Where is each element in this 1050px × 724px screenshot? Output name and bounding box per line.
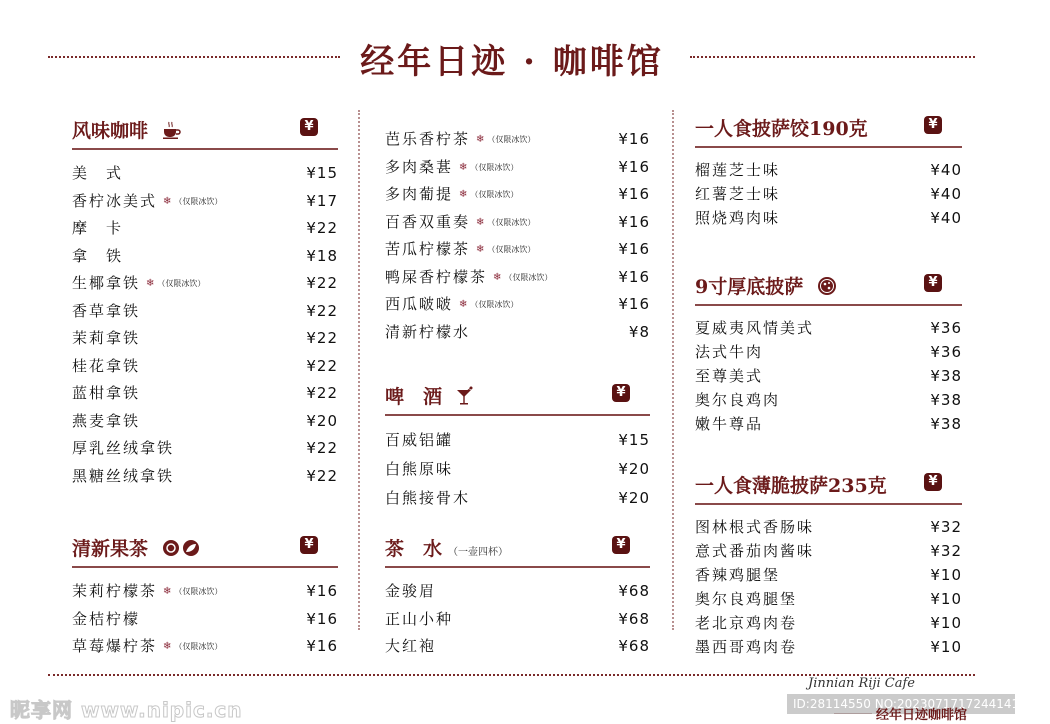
item-name: 生椰拿铁 [72,274,141,292]
menu-section [695,270,962,436]
menu-item [385,455,650,484]
item-price: ¥16 [618,267,650,286]
item-note [476,218,535,227]
menu-item [72,353,338,381]
item-price: ¥22 [306,356,338,375]
column-divider [672,110,674,630]
snowflake-icon: ❄ [163,195,172,207]
brand-signature: Jinnian Riji Cafe [808,676,915,691]
menu-item [72,298,338,326]
item-price: ¥68 [618,582,650,600]
menu-item [385,126,650,154]
item-price: ¥68 [618,637,650,655]
item-name: 白熊接骨木 [385,489,471,507]
item-price: ¥40 [930,161,962,179]
section-title-text: 风味咖啡 [72,120,149,142]
item-name: 清新柠檬水 [385,322,471,341]
item-price: ¥36 [930,343,962,361]
section-title [72,534,202,562]
menu-item [72,215,338,243]
menu-item [695,388,962,412]
watermark-id: ID:28114550 NO:20230717172441418101 [787,694,1015,714]
fruit-icon [162,539,202,562]
menu-item [385,426,650,455]
watermark-logo: 昵享网 www.nipic.cn [10,698,243,722]
item-price: ¥32 [930,518,962,536]
item-note [146,279,205,288]
item-name: 茉莉柠檬茶 [72,582,158,600]
item-name: 金桔柠檬 [72,609,141,628]
item-note [493,273,552,282]
item-price: ¥68 [618,609,650,628]
yen-badge-icon: ¥ [924,473,942,491]
section-title [695,272,837,301]
menu-item [385,633,650,661]
item-name: 百威铝罐 [385,431,454,449]
item-note [163,642,222,651]
item-name: 榴莲芝士味 [695,161,781,179]
menu-item [695,340,962,364]
menu-item [72,463,338,491]
item-note [163,197,222,206]
item-name: 厚乳丝绒拿铁 [72,439,175,457]
item-price: ¥36 [930,319,962,337]
menu-item [385,606,650,634]
item-price: ¥16 [618,212,650,231]
menu-item [385,209,650,237]
item-name: 图林根式香肠味 [695,518,815,536]
item-note [163,587,222,596]
brand-name: 经年日迹咖啡馆 [876,708,968,723]
snowflake-icon: ❄ [459,299,468,310]
snowflake-icon: ❄ [476,244,485,255]
snowflake-icon: ❄ [476,134,485,145]
yen-badge-icon: ¥ [612,384,630,402]
item-name: 燕麦拿铁 [72,411,141,430]
item-price: ¥8 [628,322,650,341]
menu-item [385,578,650,606]
menu-item [695,635,962,659]
item-name: 白熊原味 [385,460,454,478]
yen-badge-icon: ¥ [300,536,318,554]
item-name: 法式牛肉 [695,343,764,361]
item-price: ¥22 [306,219,338,237]
item-note [476,135,535,144]
item-name: 意式番茄肉酱味 [695,542,815,560]
item-name: 茉莉拿铁 [72,329,141,347]
snowflake-icon: ❄ [493,271,502,283]
item-name: 拿 铁 [72,246,124,265]
menu-item [72,160,338,188]
item-price: ¥20 [618,489,650,507]
coffee-cup-icon [162,121,182,144]
item-list [695,316,962,436]
item-name: 鸭屎香柠檬茶 [385,267,488,286]
item-name: 香草拿铁 [72,301,141,320]
snowflake-icon: ❄ [476,216,485,228]
section-header [695,469,962,505]
item-price: ¥32 [930,542,962,560]
item-price: ¥20 [618,460,650,478]
item-name: 美 式 [72,164,124,182]
menu-item [72,578,338,606]
item-price: ¥38 [930,367,962,385]
section-subtitle: （一壶四杯） [448,547,509,558]
yen-badge-icon: ¥ [300,118,318,136]
item-price: ¥22 [306,301,338,320]
item-price: ¥16 [306,582,338,600]
item-price: ¥16 [618,295,650,313]
menu-item [695,611,962,635]
pizza-icon [817,276,837,301]
item-price: ¥18 [306,246,338,265]
item-price: ¥17 [306,191,338,210]
menu-item [695,158,962,182]
item-name: 百香双重奏 [385,212,471,231]
menu-item [72,243,338,271]
item-price: ¥15 [306,164,338,182]
section-header [72,532,338,568]
menu-item [72,408,338,436]
item-note [476,245,535,254]
item-note-text: （仅限冰饮） [470,190,519,199]
section-title-text: 茶 水 [385,538,443,560]
item-name: 蓝柑拿铁 [72,384,141,402]
item-note-text: （仅限冰饮） [487,217,536,227]
menu-item [695,412,962,436]
item-list [385,426,650,513]
item-note [459,190,518,199]
menu-item [385,236,650,264]
item-name: 奥尔良鸡腿堡 [695,590,798,608]
snowflake-icon: ❄ [146,278,155,289]
menu-item [695,539,962,563]
item-price: ¥16 [306,637,338,655]
item-price: ¥22 [306,329,338,347]
snowflake-icon: ❄ [459,189,468,200]
menu-item [385,264,650,292]
item-name: 墨西哥鸡肉卷 [695,638,798,656]
column-divider [358,110,360,630]
yen-badge-icon: ¥ [924,274,942,292]
item-price: ¥16 [618,185,650,203]
item-name: 金骏眉 [385,582,437,600]
section-header [385,380,650,416]
item-name: 大红袍 [385,637,437,655]
section-title-text: 一人食披萨饺190克 [695,118,868,140]
item-name: 至尊美式 [695,367,764,385]
menu-item [385,181,650,209]
item-note [459,163,518,172]
item-note [459,300,518,309]
item-name: 奥尔良鸡肉 [695,391,781,409]
menu-item [695,515,962,539]
menu-section [72,114,338,490]
menu-item [695,316,962,340]
section-title [385,382,474,411]
menu-item [72,325,338,353]
item-note-text: （仅限冰饮） [174,642,223,651]
item-price: ¥10 [930,590,962,608]
item-name: 黑糖丝绒拿铁 [72,466,175,485]
item-note-text: （仅限冰饮） [487,135,536,144]
menu-item [72,270,338,298]
menu-section [72,532,338,661]
section-title-text: 一人食薄脆披萨235克 [695,475,887,497]
snowflake-icon: ❄ [459,161,468,173]
section-title-text: 9寸厚底披萨 [695,276,804,298]
page-title: 经年日迹 · 咖啡馆 [360,42,664,82]
item-price: ¥16 [618,240,650,258]
item-price: ¥15 [618,431,650,449]
menu-item [695,563,962,587]
item-note-text: （仅限冰饮） [487,245,536,254]
item-name: 苦瓜柠檬茶 [385,240,471,258]
section-title-text: 啤 酒 [385,386,443,408]
section-header [72,114,338,150]
menu-item [385,319,650,347]
item-price: ¥22 [306,439,338,457]
item-name: 桂花拿铁 [72,356,141,375]
section-header [695,270,962,306]
menu-item [385,484,650,513]
item-price: ¥22 [306,274,338,292]
yen-badge-icon: ¥ [924,116,942,134]
item-price: ¥22 [306,384,338,402]
item-price: ¥16 [618,130,650,148]
menu-section [385,126,650,346]
item-price: ¥20 [306,411,338,430]
menu-section [385,380,650,513]
section-title [695,114,868,141]
item-name: 草莓爆柠茶 [72,637,158,655]
section-title [72,116,182,144]
section-header [695,112,962,148]
menu-item [695,587,962,611]
menu-section [695,112,962,230]
item-price: ¥10 [930,614,962,632]
section-title [385,534,508,561]
menu-item [385,291,650,319]
item-note-text: （仅限冰饮） [157,279,206,288]
item-note-text: （仅限冰饮） [174,196,223,206]
item-note-text: （仅限冰饮） [470,300,519,309]
item-note-text: （仅限冰饮） [174,587,223,596]
item-list [695,158,962,230]
item-name: 正山小种 [385,609,454,628]
item-list [695,515,962,659]
section-title [695,471,887,498]
item-price: ¥38 [930,415,962,433]
item-price: ¥10 [930,566,962,584]
item-name: 西瓜啵啵 [385,295,454,313]
menu-item [72,380,338,408]
item-price: ¥38 [930,391,962,409]
item-name: 红薯芝士味 [695,185,781,203]
item-name: 老北京鸡肉卷 [695,614,798,632]
section-header [385,532,650,568]
item-name: 多肉桑葚 [385,157,454,176]
menu-item [72,606,338,634]
snowflake-icon: ❄ [163,586,172,597]
yen-badge-icon: ¥ [612,536,630,554]
item-list [72,578,338,661]
item-price: ¥22 [306,466,338,485]
menu-item [72,188,338,216]
menu-item [695,182,962,206]
item-price: ¥40 [930,209,962,227]
item-name: 香柠冰美式 [72,191,158,210]
item-name: 照烧鸡肉味 [695,209,781,227]
item-list [385,578,650,661]
section-title-text: 清新果茶 [72,538,149,560]
item-price: ¥10 [930,638,962,656]
item-note-text: （仅限冰饮） [470,162,519,172]
item-price: ¥40 [930,185,962,203]
menu-section [695,469,962,659]
item-list [72,160,338,490]
item-name: 嫩牛尊品 [695,415,764,433]
item-name: 多肉葡提 [385,185,454,203]
menu-item [72,435,338,463]
menu-item [385,154,650,182]
menu-item [695,364,962,388]
item-price: ¥16 [618,157,650,176]
item-name: 香辣鸡腿堡 [695,566,781,584]
item-list [385,126,650,346]
cocktail-icon [456,386,474,411]
snowflake-icon: ❄ [163,641,172,652]
item-name: 摩 卡 [72,219,124,237]
menu-item [695,206,962,230]
menu-item [72,633,338,661]
menu-section [385,532,650,661]
item-price: ¥16 [306,609,338,628]
item-name: 芭乐香柠茶 [385,130,471,148]
item-name: 夏威夷风情美式 [695,319,815,337]
item-note-text: （仅限冰饮） [504,272,553,282]
